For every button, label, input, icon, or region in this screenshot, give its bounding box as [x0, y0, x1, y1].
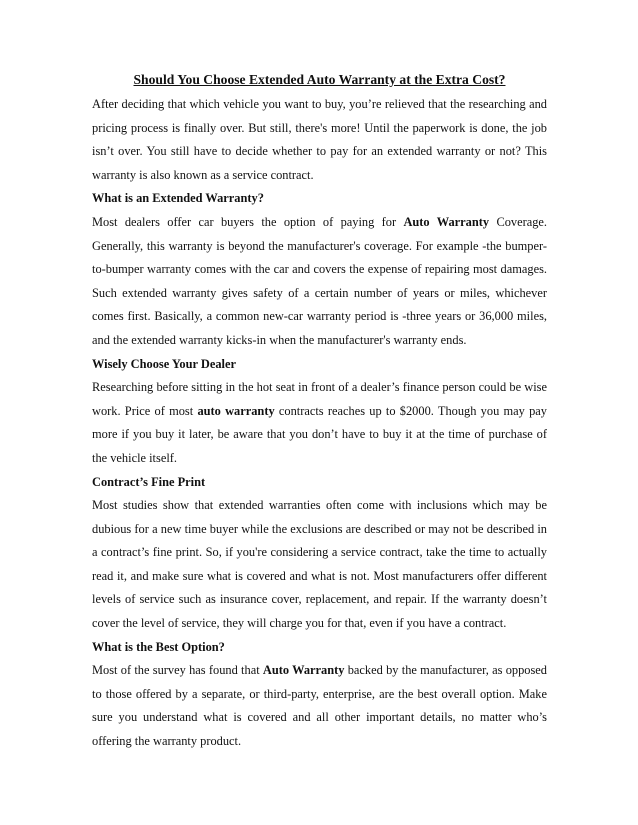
section-heading-fine-print: Contract’s Fine Print [92, 474, 206, 489]
section-heading-choose-dealer: Wisely Choose Your Dealer [92, 356, 236, 371]
section-heading-best-option: What is the Best Option? [92, 639, 225, 654]
text-run: Coverage. Generally, this warranty is beyond the manufacturer's coverage. For example -the bumper-to-bumper warranty comes with the car and covers the expense of repairing most damages. Such extended warranty gives safety of a certain number of years or miles, whichever comes first. Basically, a common new-car warranty period is -three years or 36,000 miles, and the extended warranty kicks-in when the manufacturer's warranty ends. [92, 214, 548, 347]
intro-paragraph: After deciding that which vehicle you want to buy, you’re relieved that the researching and pricing process is finally over. But still, there's more! Until the paperwork is done, the job isn’t over. You still have to decide whether to pay for an extended warranty or not? This warranty is also known as a service contract. [92, 97, 547, 182]
extended-warranty-paragraph [92, 211, 547, 353]
document-title: Should You Choose Extended Auto Warranty at the Extra Cost? [133, 72, 506, 87]
bold-term-auto-warranty: auto warranty [197, 403, 275, 418]
fine-print-paragraph: Most studies show that extended warranties often come with inclusions which may be dubious for a new time buyer while the exclusions are described or may not be described in a contract’s fine print. So, if you're considering a service contract, take the time to actually read it, and make sure what is covered and what is not. Most manufacturers offer different levels of service such as insurance cover, replacement, and repair. If the warranty doesn’t cover the level of service, they will charge you for that, even if you have a contract. [92, 498, 547, 631]
document-page [92, 68, 547, 754]
text-run: contracts reaches up to $2000. Though you may pay more if you buy it later, be aware that you don’t have to buy it at the time of purchase of the vehicle itself. [92, 403, 547, 465]
section-heading-extended-warranty: What is an Extended Warranty? [92, 191, 264, 206]
text-run: Most of the survey has found that [92, 663, 263, 678]
text-run: Researching before sitting in the hot seat in front of a dealer’s finance person could be wise work. Price of most [92, 380, 547, 418]
text-run: Most dealers offer car buyers the option of paying for [92, 214, 404, 229]
best-option-paragraph [92, 659, 547, 753]
bold-term-auto-warranty: Auto Warranty [403, 214, 490, 229]
bold-term-auto-warranty: Auto Warranty [262, 663, 345, 678]
choose-dealer-paragraph [92, 376, 547, 470]
text-run: backed by the manufacturer, as opposed to those offered by a separate, or third-party, enterprise, are the best overall option. Make sure you understand what is covered and all other important details, no matter who’s offering the warranty product. [92, 663, 547, 749]
